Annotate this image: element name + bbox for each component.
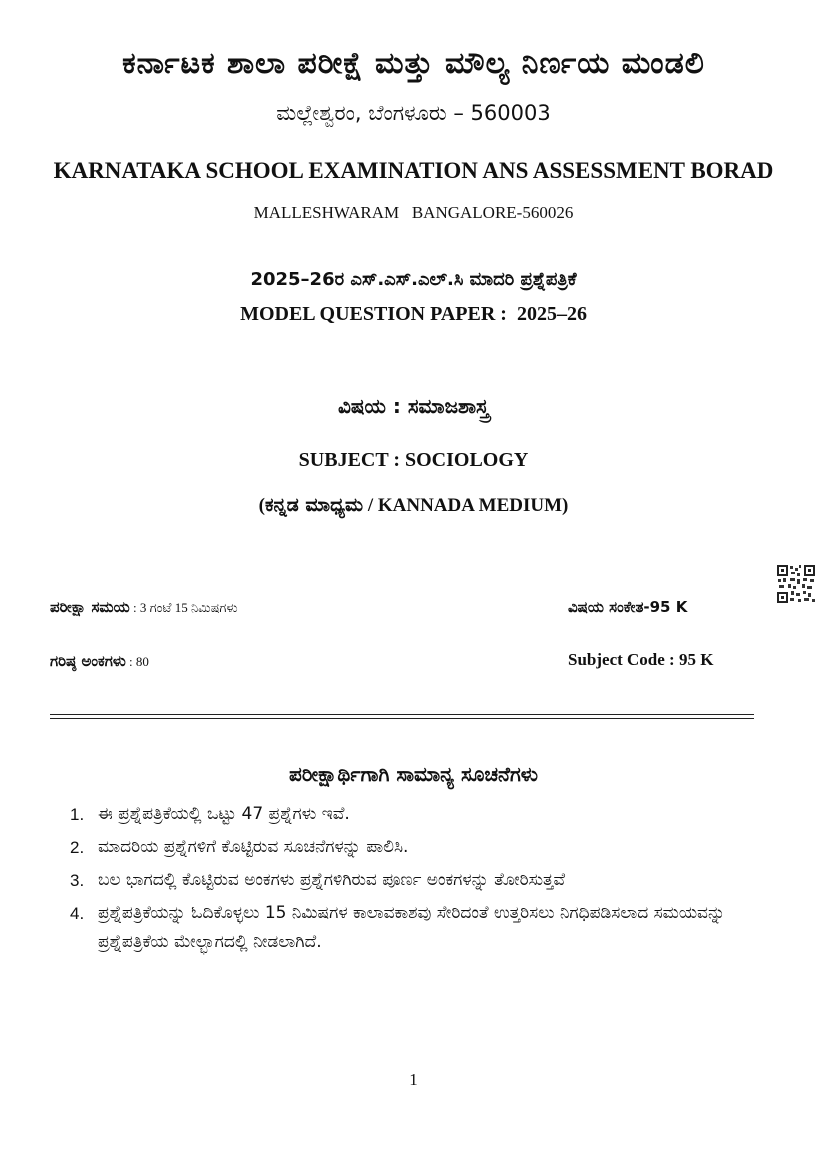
subject-code-english: Subject Code : 95 K <box>568 650 714 669</box>
exam-duration-value: : 3 ಗಂಟೆ 15 ನಿಮಿಷಗಳು <box>129 600 238 615</box>
medium-kannada: ಕನ್ನಡ ಮಾಧ್ಯಮ <box>264 494 364 516</box>
instruction-number: 3. <box>70 871 85 890</box>
instruction-text: ಮಾದರಿಯ ಪ್ರಶ್ನೆಗಳಿಗೆ ಕೊಟ್ಟಿರುವ ಸೂಚನೆಗಳನ್ನು ಪಾಲಿಸಿ. <box>98 837 409 857</box>
board-address-kannada: ಮಲ್ಲೇಶ್ವರಂ, ಬೆಂಗಳೂರು – 560003 <box>276 101 551 125</box>
board-title-english: KARNATAKA SCHOOL EXAMINATION ANS ASSESSMENT BORAD <box>53 158 774 183</box>
model-paper-title-english: MODEL QUESTION PAPER : 2025–26 <box>240 303 587 325</box>
medium-close: ) <box>562 495 569 516</box>
page-number: 1 <box>409 1070 418 1089</box>
board-title-kannada: ಕರ್ನಾಟಕ ಶಾಲಾ ಪರೀಕ್ಷೆ ಮತ್ತು ಮೌಲ್ಯ ನಿರ್ಣಯ ಮಂಡಲಿ <box>122 46 705 81</box>
instruction-item <box>70 833 740 862</box>
medium-english: KANNADA MEDIUM <box>377 495 563 516</box>
instructions-list <box>70 800 740 961</box>
instruction-text: ಪ್ರಶ್ನೆಪತ್ರಿಕೆಯನ್ನು ಓದಿಕೊಳ್ಳಲು 15 ನಿಮಿಷಗಳ ಕಾಲಾವಕಾಶವು ಸೇರಿದಂತೆ ಉತ್ತರಿಸಲು ನಿಗಧಿಪಡಿಸಲಾದ ಸಮಯವನ್ನು ಪ್ರಶ್ನೆಪತ್ರಿಕೆಯ ಮೇಲ್ಭಾಗದಲ್ಲಿ ನೀಡಲಾಗಿದೆ. <box>98 903 726 952</box>
exam-duration-label: ಪರೀಕ್ಷಾ ಸಮಯ <box>50 598 130 616</box>
instruction-text: ಬಲ ಭಾಗದಲ್ಲಿ ಕೊಟ್ಟಿರುವ ಅಂಕಗಳು ಪ್ರಶ್ನೆಗಳಿಗಿರುವ ಪೂರ್ಣ ಅಂಕಗಳನ್ನು ತೋರಿಸುತ್ತವೆ <box>98 870 566 890</box>
max-marks <box>50 652 149 670</box>
divider-line-second <box>50 718 754 719</box>
exam-duration <box>50 598 238 616</box>
model-paper-title-kannada: 2025–26ರ ಎಸ್.ಎಸ್.ಎಲ್.ಸಿ ಮಾದರಿ ಪ್ರಶ್ನೆಪತ್ರಿಕೆ <box>250 269 577 290</box>
instruction-number: 2. <box>70 838 85 857</box>
instruction-text: ಈ ಪ್ರಶ್ನೆಪತ್ರಿಕೆಯಲ್ಲಿ ಒಟ್ಟು 47 ಪ್ರಶ್ನೆಗಳು ಇವೆ. <box>98 804 350 824</box>
subject-english: SUBJECT : SOCIOLOGY <box>298 449 529 471</box>
instruction-number: 1. <box>70 805 85 824</box>
medium-line <box>0 494 827 517</box>
subject-kannada: ವಿಷಯ : ಸಮಾಜಶಾಸ್ತ್ರ <box>338 394 489 418</box>
instruction-item <box>70 866 740 895</box>
instruction-item <box>70 800 740 829</box>
board-address-english: MALLESHWARAM BANGALORE-560026 <box>253 203 574 222</box>
max-marks-value: : 80 <box>125 654 149 669</box>
medium-separator: / <box>363 495 378 516</box>
qr-code-icon <box>776 564 816 604</box>
divider-line <box>50 714 754 715</box>
instruction-item <box>70 899 740 957</box>
instructions-title: ಪರೀಕ್ಷಾರ್ಥಿಗಾಗಿ ಸಾಮಾನ್ಯ ಸೂಚನೆಗಳು <box>289 762 538 786</box>
medium-open: ( <box>258 495 265 516</box>
max-marks-label: ಗರಿಷ್ಠ ಅಂಕಗಳು <box>50 652 126 670</box>
instruction-number: 4. <box>70 904 85 923</box>
subject-code-kannada: ವಿಷಯ ಸಂಕೇತ-95 K <box>568 598 688 616</box>
